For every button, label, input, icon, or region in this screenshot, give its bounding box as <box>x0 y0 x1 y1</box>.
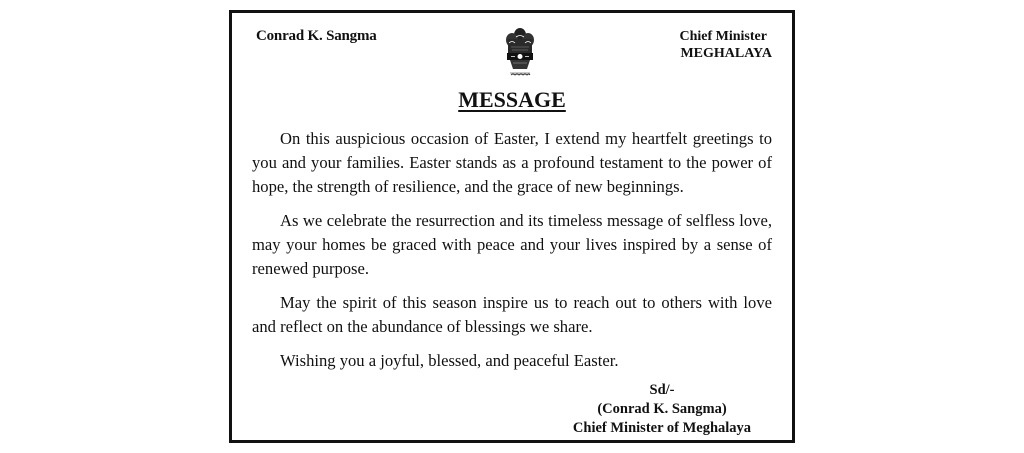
designation-title: Chief Minister <box>679 29 767 44</box>
designation-state: MEGHALAYA <box>680 46 772 61</box>
message-title <box>232 87 792 113</box>
paragraph: On this auspicious occasion of Easter, I extend my heartfelt greetings to you and your families. Easter stands as a profound testament to the power of hope, the strength of resilience, and the grace of new beginnings. <box>252 129 772 196</box>
paragraph: As we celebrate the resurrection and its timeless message of selfless love, may your homes be graced with peace and your lives inspired by a sense of renewed purpose. <box>252 211 772 278</box>
message-title-text: MESSAGE <box>458 87 566 112</box>
paragraph: Wishing you a joyful, blessed, and peaceful Easter. <box>280 351 619 370</box>
signature-block <box>562 381 762 438</box>
paragraph: May the spirit of this season inspire us to reach out to others with love and reflect on the abundance of blessings we share. <box>252 293 772 336</box>
signature-designation: Chief Minister of Meghalaya <box>572 420 752 436</box>
sender-name: Conrad K. Sangma <box>256 28 377 44</box>
message-document <box>229 10 795 443</box>
signature-sd: Sd/- <box>649 382 675 398</box>
sender-designation <box>674 28 772 62</box>
state-emblem-icon <box>503 25 537 83</box>
signature-name: (Conrad K. Sangma) <box>597 401 727 417</box>
message-body <box>252 127 772 383</box>
